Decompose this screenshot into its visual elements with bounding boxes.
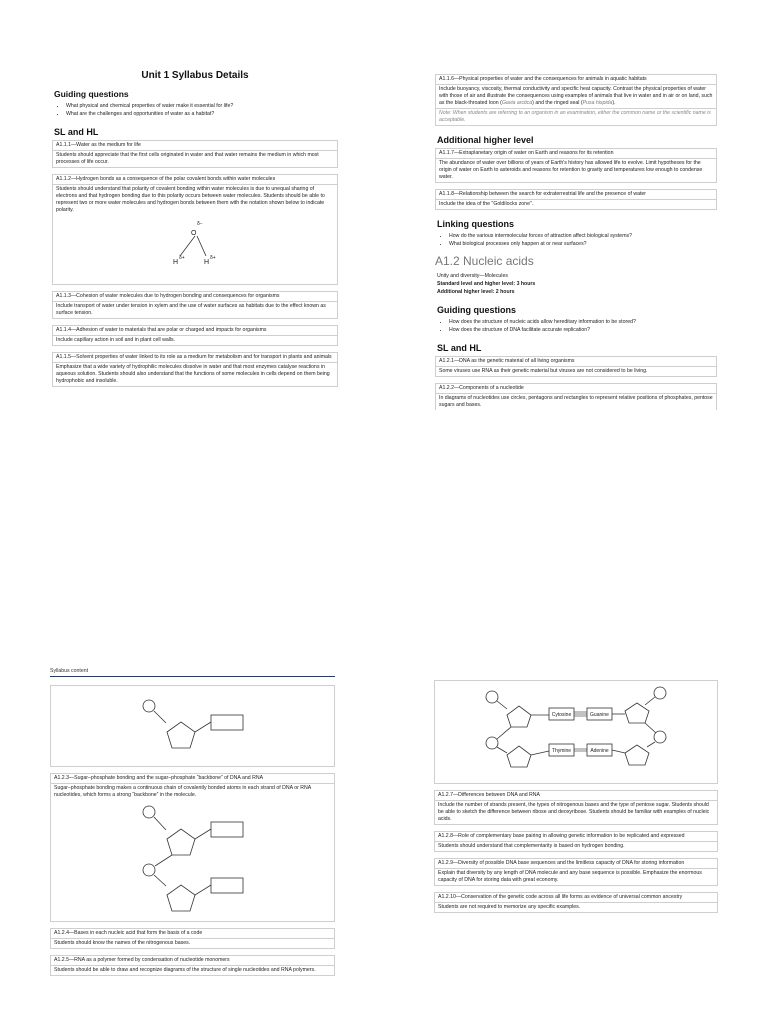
hydrogen-label-left: H [173,259,179,266]
syllabus-box [435,148,717,183]
additional-higher-level-heading: Additional higher level [437,135,534,145]
thymine-label: Thymine [551,748,572,754]
oxygen-label: O [191,230,197,237]
hydrogen-label-right: H [204,259,210,266]
list-item: • How do the various intermolecular forces of attraction affect biological systems? [449,232,717,240]
box-head: A1.2.10—Conservation of the genetic code across all life forms as evidence of universal common ancestry [435,893,717,903]
list-item: • How does the structure of DNA facilitate accurate replication? [449,326,717,334]
guiding-questions-list [52,102,338,118]
box-body: Students should understand that complementarity is based on hydrogen bonding. [438,843,625,849]
page-1 [52,70,338,393]
box-head: A1.2.3—Sugar–phosphate bonding and the sugar–phosphate “backbone” of DNA and RNA [51,774,334,784]
box-body: Include the number of strands present, the types of nitrogenous bases and the type of pentose sugar. Students should be able to sketch the difference between ribose and deoxyribose. Students should be familiar with examples of nucleic acids. [438,802,710,822]
guiding-questions-heading: Guiding questions [437,305,516,315]
syllabus-box [50,955,335,976]
list-item: • How does the structure of nucleic acids allow hereditary information to be stored? [449,318,717,326]
box-body: Students should appreciate that the first cells originated in water and that water remains the medium in which most processes of life occur. [56,152,319,165]
guiding-questions-heading: Guiding questions [54,89,129,99]
body-text: ). [612,100,616,106]
syllabus-box [435,189,717,210]
list-item: • What physical and chemical properties of water make it essential for life? [66,102,338,110]
box-head: A1.2.5—RNA as a polymer formed by condensation of nucleotide monomers [51,956,334,966]
box-note: Note: When students are referring to an organism in an examination, either the common name or the scientific name is acceptable. [436,108,716,125]
list-item: • What biological processes only happen at or near surfaces? [449,240,717,248]
syllabus-box [50,928,335,949]
box-body: Emphasize that a wide variety of hydrophilic molecules dissolve in water and that most enzymes catalyse reactions in aqueous solution. Students should also understand that the functions of some molecules in cells depend on them being hydrophobic and insoluble. [56,364,330,384]
box-head: A1.2.1—DNA as the genetic material of all living organisms [436,357,716,367]
syllabus-box [435,74,717,126]
syllabus-box [435,383,717,410]
topic-meta: Unity and diversity—Molecules [437,273,508,279]
water-molecule-diagram [56,214,334,280]
page-3 [50,668,335,982]
syllabus-box [435,356,717,377]
sl-hl-heading: SL and HL [437,343,482,353]
section-title: A1.2 Nucleic acids [435,254,534,268]
syllabus-box [434,831,718,852]
delta-minus-label: δ− [197,221,203,227]
guiding-questions-list [435,318,717,334]
guanine-label: Guanine [590,712,609,718]
box-head: A1.2.9—Diversity of possible DNA base sequences and the limitless capacity of DNA for storing information [435,859,717,869]
box-head: A1.1.8—Relationship between the search for extraterrestrial life and the presence of water [436,190,716,200]
box-head: A1.1.4—Adhesion of water to materials that are polar or charged and impacts for organisms [53,326,337,336]
box-body: Include transport of water under tension in xylem and the use of water surfaces as habitats due to the effect known as surface tension. [56,303,326,316]
sugar-phosphate-backbone-diagram [51,800,334,918]
box-body [436,85,716,108]
running-head: Syllabus content [50,668,89,674]
box-head: A1.2.2—Components of a nucleotide [436,384,716,394]
box-body-text: Students should understand that polarity of covalent bonding within water molecules is due to unequal sharing of electrons and that hydrogen bonding due to this polarity occurs between water molecules. Students should be able to represent two or more water molecules and hydrogen bonds between them with the notation shown below to indicate polarity. [56,186,325,213]
syllabus-box [52,174,338,285]
delta-plus-label-left: δ+ [179,255,185,261]
page-2 [435,74,717,416]
syllabus-box [434,892,718,913]
box-body: Students are not required to memorize any specific examples. [438,904,581,910]
box-head: A1.2.7—Differences between DNA and RNA [435,791,717,801]
box-head: A1.1.5—Solvent properties of water linked to its role as a medium for metabolism and for transport in plants and animals [53,353,337,363]
nucleotide-diagram [50,685,335,767]
delta-plus-label-right: δ+ [210,255,216,261]
box-head: A1.2.4—Bases in each nucleic acid that form the basis of a code [51,929,334,939]
syllabus-box [52,352,338,387]
cytosine-label: Cytosine [551,712,572,718]
header-rule [50,676,335,677]
syllabus-box [434,858,718,886]
page-4 [434,680,718,919]
box-body: Explain that diversity by any length of DNA molecule and any base sequence is possible. Emphasize the enormous capacity of DNA for storing data with great economy. [438,870,702,883]
syllabus-box [52,325,338,346]
box-head: A1.2.8—Role of complementary base pairing in allowing genetic information to be replicated and expressed [435,832,717,842]
dna-base-pairing-diagram [434,680,718,784]
box-head: A1.1.3—Cohesion of water molecules due to hydrogen bonding and consequences for organisms [53,292,337,302]
hours-sl-hl: Standard level and higher level: 3 hours [437,281,536,287]
species-name: Pusa hispida [582,100,613,106]
box-body: Some viruses use RNA as their genetic material but viruses are not considered to be living. [439,368,648,374]
box-body: Students should know the names of the nitrogenous bases. [54,940,191,946]
box-head: A1.1.2—Hydrogen bonds as a consequence of the polar covalent bonds within water molecules [53,175,337,185]
page-title: Unit 1 Syllabus Details [141,70,249,81]
box-head: A1.1.7—Extraplanetary origin of water on Earth and reasons for its retention [436,149,716,159]
box-body: Include the idea of the "Goldilocks zone". [439,201,534,207]
linking-questions-heading: Linking questions [437,219,515,229]
syllabus-box [52,291,338,319]
box-head: A1.1.1—Water as the medium for life [53,141,337,151]
box-body [53,185,337,284]
list-item: • What are the challenges and opportunities of water as a habitat? [66,110,338,118]
box-body: The abundance of water over billions of years of Earth's history has allowed life to evolve. Limit hypotheses for the origin of water on Earth to asteroids and reasons for retention to gravity and temperatures low enough to condense water. [439,160,703,180]
species-name: Gavia arctica [501,100,533,106]
topic-meta [437,280,717,288]
box-body: Students should be able to draw and recognize diagrams of the structure of single nucleotides and RNA polymers. [54,967,316,973]
sl-hl-heading: SL and HL [54,127,99,137]
box-body: Sugar–phosphate bonding makes a continuous chain of covalently bonded atoms in each strand of DNA or RNA nucleotides, which forms a strong “backbone” in the molecule. [54,785,311,798]
syllabus-box [50,773,335,922]
syllabus-box [434,790,718,825]
adenine-label: Adenine [590,748,609,754]
body-text: Include buoyancy, viscosity, thermal conductivity and specific heat capacity. Contrast the physical properties of water with those of air and illustrate the consequences using examples of animals that live in water and in air or on land, such as the black-throated loon ( [439,86,713,106]
syllabus-box [52,140,338,168]
hours-ahl: Additional higher level: 2 hours [437,289,515,295]
box-head: A1.1.6—Physical properties of water and the consequences for animals in aquatic habitats [436,75,716,85]
box-body: Include capillary action in soil and in plant cell walls. [56,337,176,343]
body-text: ) and the ringed seal ( [532,100,583,106]
linking-questions-list [435,232,717,248]
box-body: In diagrams of nucleotides use circles, pentagons and rectangles to represent relative positions of phosphates, pentose sugars and bases. [439,395,713,408]
topic-meta [437,288,717,296]
